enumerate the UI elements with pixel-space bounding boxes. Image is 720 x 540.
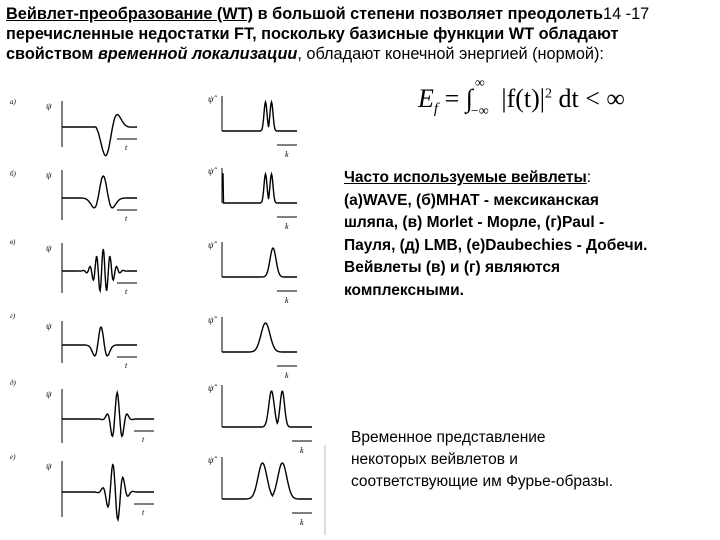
k-axis-label: k [300,446,304,455]
note-heading: Часто используемые вейвлеты [344,169,587,186]
page-ref: 14 -17 [603,5,650,23]
t-axis-label: t [142,435,145,444]
freq-axis-symbol: ψ̂ [208,315,214,325]
formula-tail: dt < ∞ [551,84,625,113]
wavelet-time-curve [62,327,137,356]
wavelet-time-curve [62,176,137,208]
time-axis-symbol: ψ [46,243,52,253]
note-line: Вейвлеты (в) и (г) являются [344,259,561,276]
wavelet-spectrum-curve [222,463,312,499]
wavelet-time-curve [62,393,154,437]
time-axis-symbol: ψ [46,321,52,331]
formula-body: |f(t)| [494,84,545,113]
header-line-3-italic: временной локализации [97,45,298,63]
wavelet-spectrum-curve [222,248,297,277]
wavelet-spectrum-curve [222,102,297,131]
wavelet-time-curve [62,465,154,520]
panel-label: б) [10,170,16,178]
panel-label: а) [10,98,16,106]
panel-label: е) [10,453,16,461]
caption-line: некоторых вейвлетов и [351,451,518,468]
freq-axis-symbol: ψ̂ [208,240,214,250]
time-axis-symbol: ψ [46,389,52,399]
panel-label: д) [10,379,16,387]
formula-sub: f [433,101,439,118]
caption-line: соответствующие им Фурье-образы. [351,473,614,490]
time-axis-symbol: ψ [46,461,52,471]
t-axis-label: t [142,508,145,517]
note-colon: : [586,169,592,186]
header-line-3-rest: , обладают конечной энергией (нормой): [297,45,604,63]
k-axis-label: k [285,371,289,380]
caption-line: Временное представление [351,429,546,446]
note-line: комплексными. [344,281,464,299]
header-line-1-text: в большой степени позволяет преодолеть [253,5,604,23]
freq-axis-symbol: ψ̂ [208,455,214,465]
k-axis-label: k [285,150,289,159]
freq-axis-symbol: ψ̂ [208,383,214,393]
t-axis-label: t [125,214,128,223]
formula-integral: = ∫ [438,84,473,113]
k-axis-label: k [285,296,289,305]
formula-upper-limit: ∞ [474,76,485,91]
time-axis-symbol: ψ [46,101,52,111]
formula-power: 2 [544,86,552,102]
formula-lower-limit: −∞ [470,104,489,119]
wavelet-spectrum-curve [222,174,297,203]
note-line: Пауля, (д) LMB, (е)Daubechies - Добечи. [344,236,648,254]
note-line: шляпа, (в) Morlet - Морле, (г)Paul - [344,214,605,231]
time-axis-symbol: ψ [46,170,52,180]
wavelet-spectrum-curve [222,323,297,352]
t-axis-label: t [125,361,128,370]
freq-axis-symbol: ψ̂ [208,166,214,176]
k-axis-label: k [300,518,304,527]
wavelet-time-curve [62,249,137,291]
panel-label: в) [10,238,16,246]
panel-label: г) [10,312,16,320]
wavelet-spectrum-curve [222,391,312,427]
header-line-2: перечисленные недостатки FT, поскольку базисные функции WT обладают [6,25,619,43]
t-axis-label: t [125,287,128,296]
title-link[interactable]: Вейвлет-преобразование (WT) [6,5,254,23]
k-axis-label: k [285,222,289,231]
header-line-3-bold: свойством [6,45,98,63]
t-axis-label: t [125,143,128,152]
note-line: (а)WAVE, (б)MHAT - мексиканская [344,191,599,209]
formula-lhs: E [418,84,434,113]
freq-axis-symbol: ψ̂ [208,94,214,104]
